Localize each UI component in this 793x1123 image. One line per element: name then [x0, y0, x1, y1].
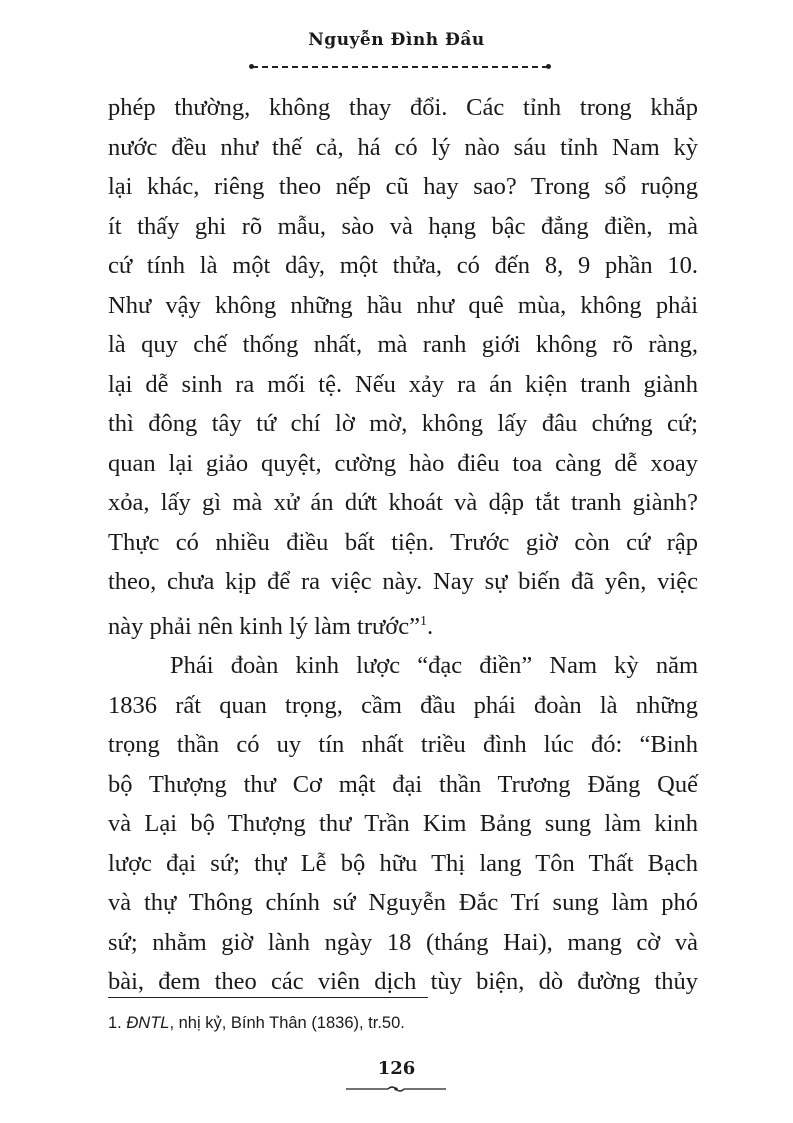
text-line: Như vậy không những hầu như quê mùa, không phải	[108, 291, 698, 319]
text-line: ít thấy ghi rõ mẫu, sào và hạng bậc đẳng điền, mà	[108, 212, 698, 240]
text-line: phép thường, không thay đổi. Các tỉnh trong khắp	[108, 94, 698, 121]
text-line: Phái đoàn kinh lược “đạc điền” Nam kỳ năm	[170, 652, 698, 680]
text-line: Thực có nhiều điều bất tiện. Trước giờ còn cứ rập	[108, 528, 698, 556]
text-line: cứ tính là một dây, một thửa, có đến 8, 9 phần 10.	[108, 252, 698, 279]
text-line: nước đều như thế cả, há có lý nào sáu tỉnh Nam kỳ	[108, 133, 698, 161]
text-line: lại khác, riêng theo nếp cũ hay sao? Trong sổ ruộng	[108, 173, 698, 200]
running-header	[0, 30, 793, 50]
text-line: bài, đem theo các viên dịch tùy biện, dò đường thủy	[108, 968, 698, 996]
footnote	[108, 1014, 668, 1033]
page-ornament-icon	[346, 1084, 446, 1094]
body-text	[108, 88, 698, 1002]
text-line: xỏa, lấy gì mà xử án dứt khoát và dập tắt tranh giành?	[108, 489, 698, 516]
footnote-text: , nhị kỷ, Bính Thân (1836), tr.50.	[169, 1014, 405, 1032]
footnote-source: ĐNTL	[126, 1014, 170, 1032]
text-line: và Lại bộ Thượng thư Trần Kim Bảng sung làm kinh	[108, 810, 698, 838]
page-number: 126	[377, 1058, 416, 1079]
text-line: là quy chế thống nhất, mà ranh giới không rõ ràng,	[108, 331, 698, 358]
text-line: theo, chưa kịp để ra việc này. Nay sự biến đã yên, việc	[108, 568, 698, 595]
header-title: Nguyễn Đình Đầu	[308, 30, 485, 50]
text-line: sứ; nhằm giờ lành ngày 18 (tháng Hai), mang cờ và	[108, 928, 698, 956]
text-line: bộ Thượng thư Cơ mật đại thần Trương Đăng Quế	[108, 770, 698, 798]
header-dashed-rule	[252, 66, 548, 68]
footnote-number: 1.	[108, 1014, 122, 1032]
text-line: 1836 rất quan trọng, cầm đầu phái đoàn là những	[108, 691, 698, 719]
text-line: thì đông tây tứ chí lờ mờ, không lấy đâu chứng cứ;	[108, 410, 698, 437]
footnote-rule	[108, 997, 428, 998]
footnote-ref: 1	[419, 613, 427, 629]
text-line: quan lại giảo quyệt, cường hào điêu toa càng dễ xoay	[108, 449, 698, 477]
paragraph-end-line: này phải nên kinh lý làm trước”$^1$.	[108, 612, 434, 640]
text-line: trọng thần có uy tín nhất triều đình lúc đó: “Binh	[108, 731, 698, 759]
text-line: lược đại sứ; thự Lễ bộ hữu Thị lang Tôn Thất Bạch	[108, 849, 698, 877]
text-line: lại dễ sinh ra mối tệ. Nếu xảy ra án kiện tranh giành	[108, 370, 698, 398]
text-line: và thự Thông chính sứ Nguyễn Đắc Trí sung làm phó	[108, 889, 698, 917]
